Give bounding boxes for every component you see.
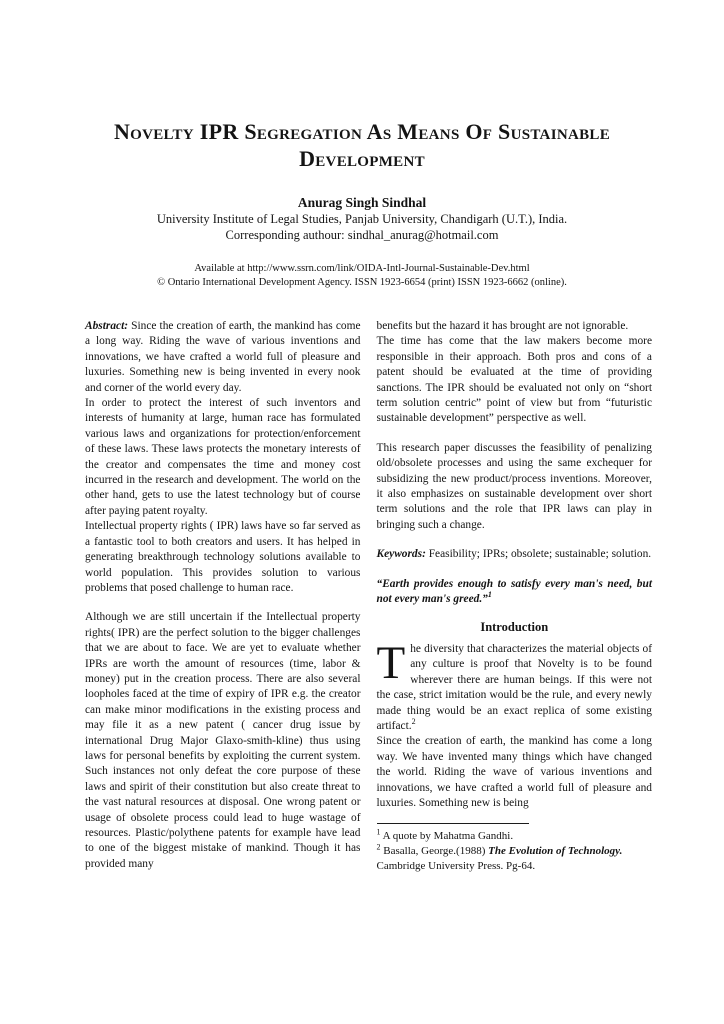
drop-cap: T xyxy=(376,636,406,689)
footnote-ref-2: 2 xyxy=(411,717,416,727)
corresponding-author: Corresponding authour: sindhal_anurag@hotmail.com xyxy=(225,228,499,242)
keywords-text: Feasibility; IPRs; obsolete; sustainable; solution. xyxy=(425,548,652,561)
footnote-1-text: A quote by Mahatma Gandhi. xyxy=(380,830,514,843)
introduction-text: he diversity that characterizes the material objects of any culture is proof that Novelty is to be found wherever there are human beings. If this were not the case, strict imitation would be the rule, and every newly made thing would be an exact replica of some existing artifact. xyxy=(376,642,652,732)
author-affiliation: University Institute of Legal Studies, Panjab University, Chandigarh (U.T.), India. xyxy=(156,212,568,226)
abstract-paragraph-3: Intellectual property rights ( IPR) laws have so far served as a fantastic tool to both creators and users. It has helped in generating breakthrough technology solutions available to world population. This provides solution to various problems that posed challenge to human race. xyxy=(85,520,361,594)
epigraph-quote-text: “Earth provides enough to satisfy every man's need, but not every man's greed.” xyxy=(376,577,652,606)
introduction-paragraph-1 xyxy=(376,636,653,734)
right-column xyxy=(377,319,653,874)
abstract-label: Abstract: xyxy=(85,320,129,332)
paper-header xyxy=(0,0,724,290)
footnote-2-pre: Basalla, George.(1988) xyxy=(380,845,489,858)
keywords-paragraph xyxy=(377,547,653,562)
abstract-text: Since the creation of earth, the mankind has come a long way. Riding the wave of various inventions and innovations, we have crafted a world full of pleasure and luxuries. Something new is being invented in every nook and corner of the world every day. xyxy=(85,320,361,394)
footnote-2-book-title: The Evolution of Technology. xyxy=(488,845,623,858)
footnote-1-ref: 1 xyxy=(376,827,381,837)
abstract-paragraph-4: Although we are still uncertain if the Intellectual property rights( IPR) are the perfect solution to the bigger challenges that we are about to face. We are yet to evaluate whether IPRs are worth the amount of resources (time, labor & money) put in the creation process. There are also several loopholes faced at the time of expiry of IPR e.g. the creator can make minor modifications in the existing process and may file it as a new patent ( cancer drug issue by international Drug Major Glaxo-smith-kline) thus using laws for personal benefits by exploiting the current system. Such instances not only defeat the core purpose of these laws and spirit of their constitution but also create threat to the vast natural resources at disposal. One wrong patent or usage of obsolete process could lead to huge wastage of resources. Plastic/polythene patents for example have lead to one of the biggest mistake of mankind. Though it has provided many xyxy=(85,611,361,870)
footnote-ref-1: 1 xyxy=(487,590,492,600)
paper-title-line2: Development xyxy=(299,146,425,171)
footnote-1 xyxy=(377,829,653,844)
body-columns xyxy=(85,319,652,874)
footnote-2 xyxy=(377,844,653,874)
section-heading-introduction: Introduction xyxy=(480,619,549,634)
keywords-label: Keywords: xyxy=(376,548,426,561)
footnote-divider xyxy=(377,823,529,824)
left-column xyxy=(85,319,361,874)
paper-title-line1: Novelty IPR Segregation As Means Of Sustainable xyxy=(113,119,611,144)
availability-block xyxy=(0,262,724,290)
paper-title xyxy=(62,118,662,172)
footnote-2-ref: 2 xyxy=(376,842,381,852)
abstract-continuation-paragraph: benefits but the hazard it has brought are not ignorable. xyxy=(376,320,629,332)
epigraph-quote xyxy=(377,577,653,608)
author-name: Anurag Singh Sindhal xyxy=(297,195,427,210)
abstract-paragraph xyxy=(85,319,361,396)
introduction-paragraph-2: Since the creation of earth, the mankind has come a long way. We have invented many things which have changed the world. Riding the wave of various inventions and innovations, we have crafted a world full of pleasure and luxuries. Something new is being xyxy=(376,735,652,809)
availability-line: Available at http://www.ssrn.com/link/OIDA-Intl-Journal-Sustainable-Dev.html xyxy=(194,263,530,274)
footnote-2-post: Cambridge University Press. Pg-64. xyxy=(376,860,536,873)
abstract-paragraph-6: This research paper discusses the feasibility of penalizing old/obsolete processes and using the same exchequer for subsidizing the new product/process inventions. Moreover, it also emphasizes on sustainable development over short term solutions and the role that IPR laws can play in bringing such a change. xyxy=(376,441,652,531)
abstract-paragraph-5: The time has come that the law makers become more responsible in their approach. Both pros and cons of a patent should be evaluated at the time of providing sanctions. The IPR should be evaluated not only on “short term solution centric” point of view but from “futuristic sustainable development” perspective as well. xyxy=(376,335,652,425)
copyright-issn-line: © Ontario International Development Agency. ISSN 1923-6654 (print) ISSN 1923-6662 (online). xyxy=(157,277,567,288)
abstract-paragraph-2: In order to protect the interest of such inventors and interests of humanity at large, human race has formulated various laws and organizations for protection/enforcement of these laws. These laws protects the monetary interests of the creator and compensates the time and money cost incurred in the research and development. The world on the other hand, gets to use the latest technology but of course after paying patent royalty. xyxy=(85,397,361,517)
